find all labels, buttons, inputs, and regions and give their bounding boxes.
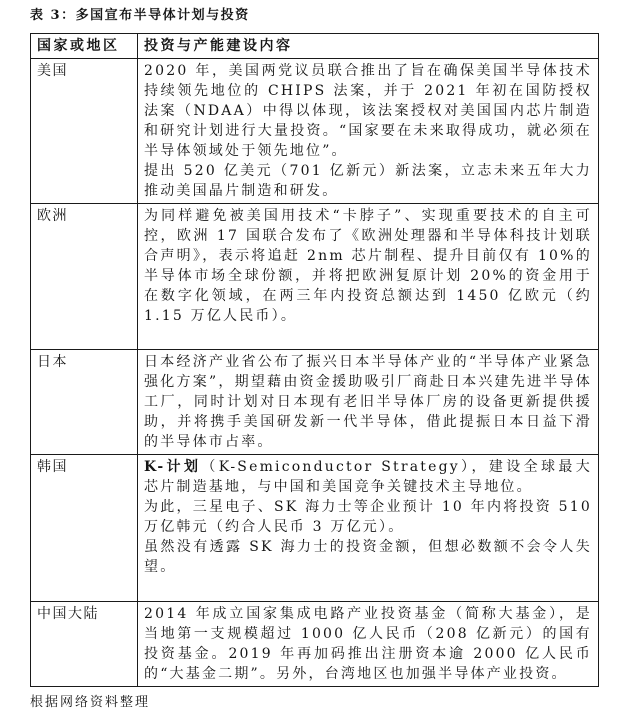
table-row	[31, 350, 599, 455]
region-cell: 中国大陆	[31, 602, 138, 687]
content-paragraph	[144, 537, 592, 577]
region-cell: 美国	[31, 59, 138, 204]
content-paragraph	[144, 161, 592, 201]
paragraph-text: 提出 520 亿美元（701 亿新元）新法案，立志未来五年大力推动美国晶片制造和研发。	[144, 163, 592, 199]
header-cell-content: 投资与产能建设内容	[138, 34, 599, 59]
table-row	[31, 204, 599, 350]
content-cell	[138, 350, 599, 455]
semiconductor-investment-table	[30, 33, 599, 687]
bold-lead-text: K-计划	[144, 459, 202, 475]
region-cell: 欧洲	[31, 204, 138, 350]
region-cell: 日本	[31, 350, 138, 455]
content-cell	[138, 455, 599, 602]
source-note: 根据网络资料整理	[30, 695, 151, 710]
paragraph-text: 2020 年，美国两党议员联合推出了旨在确保美国半导体技术持续领先地位的 CHIPS 法案，并于 2021 年初在国防授权法案（NDAA）中得以体现，该法案授权对美国国内芯片制造和研究计划进行大量投资。“国家要在未来取得成功，就必须在半导体领域处于领先地位”。	[144, 63, 592, 159]
content-paragraph	[144, 457, 592, 497]
content-paragraph	[144, 61, 592, 161]
header-cell-region: 国家或地区	[31, 34, 138, 59]
table-row	[31, 602, 599, 687]
table-header	[31, 34, 599, 59]
table-row	[31, 455, 599, 602]
paragraph-text: （K-Semiconductor Strategy），建设全球最大芯片制造基地，与中国和美国竞争关键技术主导地位。	[144, 459, 592, 495]
paragraph-text: 为此，三星电子、SK 海力士等企业预计 10 年内将投资 510 万亿韩元（约合人民币 3 万亿元）。	[144, 499, 592, 535]
content-paragraph	[144, 352, 592, 452]
content-cell	[138, 602, 599, 687]
content-paragraph	[144, 206, 592, 326]
paragraph-text: 日本经济产业省公布了振兴日本半导体产业的“半导体产业紧急强化方案”，期望藉由资金援助吸引厂商赴日本兴建先进半导体工厂，同时计划对日本现有老旧半导体厂房的设备更新提供援助，并将携手美国研发新一代半导体，借此提振日本日益下滑的半导体市占率。	[144, 354, 592, 450]
paragraph-text: 2014 年成立国家集成电路产业投资基金（简称大基金），是当地第一支规模超过 1000 亿人民币（208 亿新元）的国有投资基金。2019 年再加码推出注册资本逾 2000 亿人民币的“大基金二期”。另外，台湾地区也加强半导体产业投资。	[144, 606, 592, 682]
content-cell	[138, 59, 599, 204]
paragraph-text: 为同样避免被美国用技术“卡脖子”、实现重要技术的自主可控，欧洲 17 国联合发布了《欧洲处理器和半导体科技计划联合声明》，表示将追赶 2nm 芯片制程、提升目前仅有 10%的半导体市场全球份额，并将把欧洲复原计划 20%的资金用于在数字化领域，在两三年内投资总额达到 1450 亿欧元（约 1.15 万亿人民币）。	[144, 208, 592, 324]
content-cell	[138, 204, 599, 350]
header-row	[31, 34, 599, 59]
table-title: 表 3：多国宣布半导体计划与投资	[30, 8, 250, 23]
content-paragraph	[144, 497, 592, 537]
content-paragraph	[144, 604, 592, 684]
paragraph-text: 虽然没有透露 SK 海力士的投资金额，但想必数额不会令人失望。	[144, 539, 592, 575]
table-row	[31, 59, 599, 204]
region-cell: 韩国	[31, 455, 138, 602]
table-body	[31, 59, 599, 687]
